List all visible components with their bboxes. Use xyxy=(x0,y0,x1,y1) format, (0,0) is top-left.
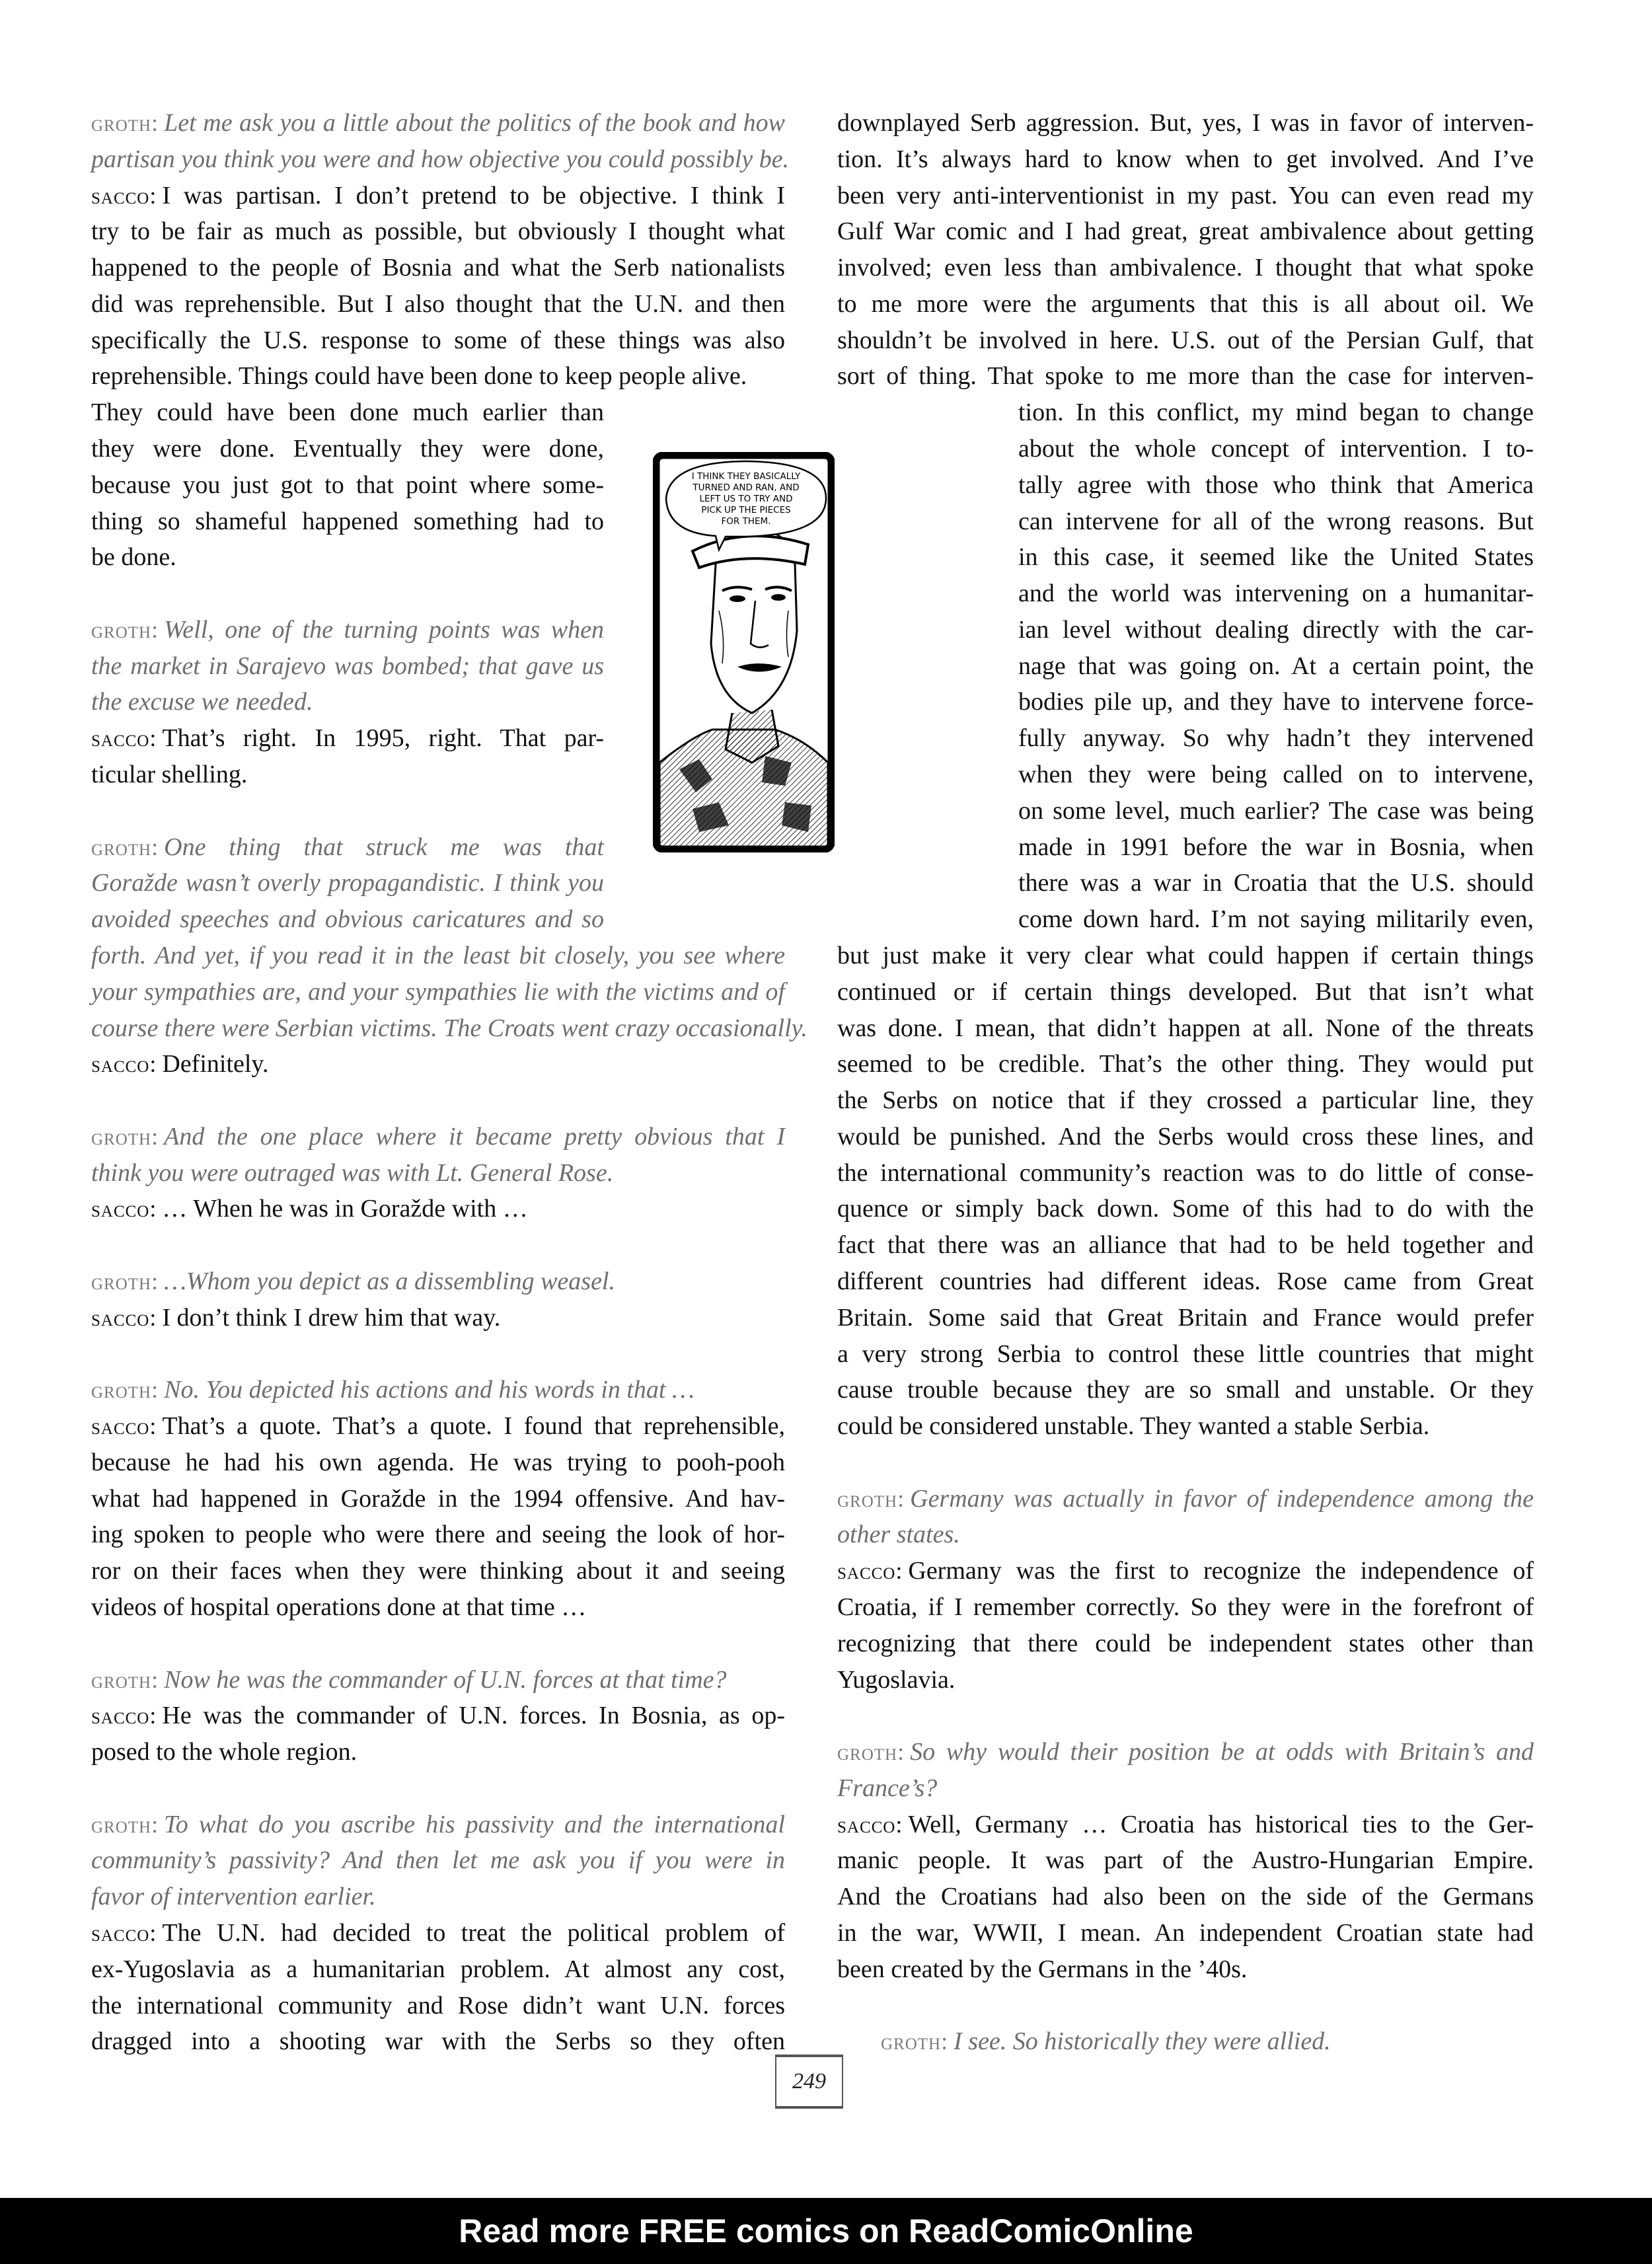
line-text: community’s passivity? And then let me ask you if you were in xyxy=(91,1846,785,1875)
sacco-text-line xyxy=(91,504,604,540)
line-text: happened to the people of Bosnia and what the Serb nationalists xyxy=(91,254,785,282)
sacco-text-line xyxy=(837,1879,1534,1915)
speaker-label: sacco: xyxy=(837,1558,903,1585)
sacco-text-line xyxy=(91,1408,785,1445)
speaker-label: groth: xyxy=(91,616,159,643)
line-text: Germany was the first to recognize the independence of xyxy=(908,1557,1534,1585)
line-text: did was reprehensible. But I also thought that the U.N. and then xyxy=(91,289,785,318)
line-text: been created by the Germans in the ’40s. xyxy=(837,1955,1248,1983)
groth-text-line xyxy=(91,901,604,938)
line-text: reprehensible. Things could have been done to keep people alive. xyxy=(91,362,747,391)
speaker-label: sacco: xyxy=(91,1413,157,1440)
sacco-text-line xyxy=(1018,865,1534,901)
line-text: The U.N. had decided to treat the political problem of xyxy=(162,1919,785,1947)
bubble-line: I THINK THEY BASICALLY xyxy=(691,471,801,482)
line-text: the Serbs on notice that if they crossed a particular line, they xyxy=(837,1086,1534,1115)
sacco-text-line xyxy=(837,1842,1534,1879)
line-text: when they were being called on to intervene, xyxy=(1018,761,1534,789)
sacco-text-line xyxy=(91,286,785,322)
sacco-text-line xyxy=(837,1264,1534,1300)
sacco-text-line xyxy=(837,1227,1534,1264)
sacco-text-line xyxy=(91,395,604,431)
line-text: I don’t think I drew him that way. xyxy=(162,1303,501,1332)
speaker-label: sacco: xyxy=(91,1051,157,1078)
line-text: Britain. Some said that Great Britain and France would prefer xyxy=(837,1303,1534,1332)
sacco-text-line xyxy=(837,1915,1534,1951)
groth-text-line xyxy=(91,1662,785,1698)
speaker-label: sacco: xyxy=(91,725,157,752)
line-text: bodies pile up, and they have to intervene force- xyxy=(1018,688,1534,716)
speaker-label: groth: xyxy=(91,1811,159,1838)
line-text: favor of intervention earlier. xyxy=(91,1883,376,1911)
sacco-text-line xyxy=(91,1445,785,1481)
line-text: forth. And yet, if you read it in the least bit closely, you see where xyxy=(91,941,785,969)
line-text: tally agree with those who think that America xyxy=(1018,471,1534,499)
groth-text-line xyxy=(91,648,604,685)
line-text: on some level, much earlier? The case was being xyxy=(1018,796,1534,825)
sacco-text-line xyxy=(91,1191,785,1227)
sacco-text-line xyxy=(837,1119,1534,1155)
speaker-label: groth: xyxy=(91,833,159,860)
speaker-label: sacco: xyxy=(91,1195,157,1223)
line-text: in the war, WWII, I mean. An independent Croatian state had xyxy=(837,1919,1534,1947)
sacco-text-line xyxy=(837,1589,1534,1626)
groth-text-line xyxy=(91,684,604,720)
line-text: downplayed Serb aggression. But, yes, I was in favor of interven- xyxy=(837,109,1534,137)
line-text: Yugoslavia. xyxy=(837,1665,956,1694)
sacco-text-line xyxy=(837,1336,1534,1373)
sacco-text-line xyxy=(837,1372,1534,1408)
speaker-label: groth: xyxy=(91,110,159,136)
line-text: partisan you think you were and how objective you could possibly be. xyxy=(91,145,790,173)
line-text: your sympathies are, and your sympathies lie with the victims and of xyxy=(91,977,785,1006)
groth-text-line xyxy=(881,2023,1534,2060)
line-text: Croatia, if I remember correctly. So they were in the forefront of xyxy=(837,1593,1534,1621)
line-text: cause trouble because they are so small and unstable. Or they xyxy=(837,1376,1534,1404)
sacco-text-line xyxy=(91,1734,785,1770)
line-text: about the whole concept of intervention. I to- xyxy=(1018,435,1534,463)
line-text: specifically the U.S. response to some of these things was also xyxy=(91,326,785,354)
line-text: recognizing that there could be independent states other than xyxy=(837,1629,1534,1657)
sacco-text-line xyxy=(1018,431,1534,467)
line-text: ian level without dealing directly with the car- xyxy=(1018,615,1534,644)
sacco-text-line xyxy=(1018,757,1534,793)
promo-banner-text: Read more FREE comics on ReadComicOnline xyxy=(459,2212,1193,2249)
line-text: …Whom you depict as a dissembling weasel. xyxy=(164,1267,615,1295)
groth-text-line xyxy=(837,1517,1534,1553)
line-text: nage that was going on. At a certain point, the xyxy=(1018,652,1534,680)
line-text: be done. xyxy=(91,543,176,572)
groth-text-line xyxy=(91,141,790,178)
line-text: That’s right. In 1995, right. That par- xyxy=(162,724,604,753)
sacco-text-line xyxy=(837,178,1534,214)
line-text: fully anyway. So why hadn’t they intervened xyxy=(1018,724,1534,753)
groth-text-line xyxy=(91,1010,807,1047)
sacco-text-line xyxy=(837,1951,1534,1988)
line-text: … When he was in Goražde with … xyxy=(162,1195,528,1223)
groth-text-line xyxy=(91,1264,785,1300)
sacco-text-line xyxy=(837,105,1534,141)
line-text: And the Croatians had also been on the side of the Germans xyxy=(837,1883,1534,1911)
sacco-text-line xyxy=(837,141,1534,178)
sacco-text-line xyxy=(91,1517,785,1553)
line-text: continued or if certain things developed. But that isn’t what xyxy=(837,977,1534,1006)
line-text: seemed to be credible. That’s the other thing. They would put xyxy=(837,1050,1534,1078)
line-text: quence or simply back down. Some of this had to do with the xyxy=(837,1195,1534,1223)
sacco-text-line xyxy=(91,1481,785,1517)
line-text: dragged into a shooting war with the Serbs so they often xyxy=(91,2027,785,2056)
line-text: course there were Serbian victims. The Croats went crazy occasionally. xyxy=(91,1014,807,1042)
sacco-text-line xyxy=(91,539,604,576)
sacco-text-line xyxy=(837,1553,1534,1589)
line-text: to me more were the arguments that this is all about oil. We xyxy=(837,289,1534,318)
line-text: So why would their position be at odds with Britain’s and xyxy=(910,1738,1534,1766)
line-text: different countries had different ideas. Rose came from Great xyxy=(837,1267,1534,1295)
line-text: the international community’s reaction was to do little of conse- xyxy=(837,1158,1534,1187)
sacco-text-line xyxy=(1018,576,1534,612)
line-text: but just make it very clear what could happen if certain things xyxy=(837,941,1534,969)
line-text: ticular shelling. xyxy=(91,761,248,789)
sacco-text-line xyxy=(91,1553,785,1589)
sacco-text-line xyxy=(1018,504,1534,540)
sacco-text-line xyxy=(1018,829,1534,866)
groth-text-line xyxy=(91,1119,785,1155)
groth-text-line xyxy=(91,1155,785,1191)
line-text: tion. It’s always hard to know when to get involved. And I’ve xyxy=(837,145,1534,173)
sacco-text-line xyxy=(91,250,785,286)
line-text: Gulf War comic and I had great, great ambivalence about getting xyxy=(837,217,1534,246)
sacco-text-line xyxy=(91,1698,785,1734)
groth-text-line xyxy=(91,1372,785,1408)
line-text: because he had his own agenda. He was trying to pooh-pooh xyxy=(91,1448,785,1476)
groth-text-line xyxy=(91,1842,785,1879)
line-text: Goražde wasn’t overly propagandistic. I think you xyxy=(91,869,604,897)
sacco-text-line xyxy=(837,1662,1534,1698)
line-text: No. You depicted his actions and his words in that … xyxy=(164,1376,695,1404)
sacco-text-line xyxy=(1018,793,1534,829)
speaker-label: sacco: xyxy=(91,182,157,209)
sacco-text-line xyxy=(1018,467,1534,504)
speaker-label: groth: xyxy=(881,2028,949,2055)
sacco-text-line xyxy=(837,1010,1534,1047)
line-text: tion. In this conflict, my mind began to change xyxy=(1018,398,1534,427)
groth-text-line xyxy=(91,865,604,901)
line-text: Definitely. xyxy=(162,1050,269,1078)
sacco-text-line xyxy=(1018,395,1534,431)
line-text: what had happened in Goražde in the 1994 offensive. And hav- xyxy=(91,1484,785,1513)
line-text: manic people. It was part of the Austro-Hungarian Empire. xyxy=(837,1846,1534,1875)
line-text: fact that there was an alliance that had to be held together and xyxy=(837,1231,1534,1260)
speaker-label: sacco: xyxy=(91,1304,157,1331)
sacco-text-line xyxy=(91,213,785,250)
line-text: ex-Yugoslavia as a humanitarian problem. At almost any cost, xyxy=(91,1955,785,1983)
speaker-label: sacco: xyxy=(91,1920,157,1946)
speaker-label: sacco: xyxy=(837,1811,903,1838)
line-text: ror on their faces when they were thinking about it and seeing xyxy=(91,1557,785,1585)
sacco-text-line xyxy=(1018,684,1534,720)
line-text: Now he was the commander of U.N. forces at that time? xyxy=(164,1665,727,1694)
sacco-text-line xyxy=(91,431,604,467)
sacco-text-line xyxy=(1018,901,1534,938)
line-text: sort of thing. That spoke to me more than the case for interven- xyxy=(837,362,1534,391)
page-number: 249 xyxy=(775,2055,843,2109)
speaker-label: groth: xyxy=(837,1739,905,1766)
sacco-text-line xyxy=(91,322,785,359)
line-text: a very strong Serbia to control these little countries that might xyxy=(837,1340,1534,1368)
sacco-text-line xyxy=(837,1807,1534,1843)
line-text: and the world was intervening on a humanitar- xyxy=(1018,580,1534,608)
sacco-text-line xyxy=(91,358,747,395)
line-text: I was partisan. I don’t pretend to be objective. I think I xyxy=(162,181,785,209)
line-text: They could have been done much earlier than xyxy=(91,398,604,427)
line-text: other states. xyxy=(837,1521,960,1549)
line-text: the excuse we needed. xyxy=(91,688,313,716)
sacco-text-line xyxy=(91,467,604,504)
sacco-text-line xyxy=(837,213,1534,250)
line-text: One thing that struck me was that xyxy=(164,833,604,861)
groth-text-line xyxy=(837,1734,1534,1770)
bubble-line: TURNED AND RAN, AND xyxy=(693,482,800,493)
comic-panel-illustration xyxy=(653,452,835,852)
sacco-text-line xyxy=(837,1082,1534,1119)
sacco-text-line xyxy=(837,1300,1534,1336)
speaker-label: groth: xyxy=(837,1485,905,1512)
groth-text-line xyxy=(837,1481,1534,1517)
sacco-text-line xyxy=(91,1300,785,1336)
line-text: made in 1991 before the war in Bosnia, when xyxy=(1018,833,1534,861)
sacco-text-line xyxy=(1018,539,1534,576)
line-text: come down hard. I’m not saying militarily even, xyxy=(1018,905,1534,934)
bubble-line: LEFT US TO TRY AND xyxy=(699,494,793,504)
line-text: because you just got to that point where some- xyxy=(91,471,604,499)
speaker-label: groth: xyxy=(91,1267,159,1295)
sacco-text-line xyxy=(91,1915,785,1951)
sacco-text-line xyxy=(837,974,1534,1010)
groth-text-line xyxy=(91,612,604,648)
line-text: the market in Sarajevo was bombed; that gave us xyxy=(91,652,604,680)
sacco-text-line xyxy=(837,358,1534,395)
line-text: could be considered unstable. They wanted a stable Serbia. xyxy=(837,1412,1430,1441)
speaker-label: groth: xyxy=(91,1123,159,1150)
promo-banner[interactable] xyxy=(0,2198,1652,2264)
line-text: try to be fair as much as possible, but obviously I thought what xyxy=(91,217,785,246)
sacco-text-line xyxy=(91,720,604,757)
sacco-text-line xyxy=(837,1046,1534,1082)
line-text: would be punished. And the Serbs would cross these lines, and xyxy=(837,1122,1534,1151)
bubble-line: PICK UP THE PIECES xyxy=(701,505,791,515)
sacco-text-line xyxy=(1018,648,1534,685)
line-text: To what do you ascribe his passivity and the international xyxy=(164,1810,785,1838)
line-text: France’s? xyxy=(837,1774,938,1802)
sacco-text-line xyxy=(837,286,1534,322)
line-text: involved; even less than ambivalence. I thought that what spoke xyxy=(837,254,1534,282)
sacco-text-line xyxy=(1018,612,1534,648)
sacco-text-line xyxy=(837,322,1534,359)
sacco-text-line xyxy=(91,757,604,793)
line-text: And the one place where it became pretty obvious that I xyxy=(164,1122,785,1151)
sacco-text-line xyxy=(837,938,1534,974)
line-text: That’s a quote. That’s a quote. I found that reprehensible, xyxy=(162,1412,785,1441)
groth-text-line xyxy=(91,829,604,866)
sacco-text-line xyxy=(91,2023,785,2060)
line-text: they were done. Eventually they were done, xyxy=(91,435,604,463)
sacco-text-line xyxy=(837,1626,1534,1662)
sacco-text-line xyxy=(837,250,1534,286)
line-text: can intervene for all of the wrong reasons. But xyxy=(1018,507,1534,535)
line-text: Let me ask you a little about the politics of the book and how xyxy=(164,109,785,137)
line-text: videos of hospital operations done at that time … xyxy=(91,1593,587,1621)
line-text: Well, one of the turning points was when xyxy=(164,615,604,644)
line-text: the international community and Rose didn’t want U.N. forces xyxy=(91,1991,785,2019)
sacco-text-line xyxy=(837,1155,1534,1191)
groth-text-line xyxy=(91,974,785,1010)
sacco-text-line xyxy=(91,1951,785,1988)
bubble-line: FOR THEM. xyxy=(721,516,771,527)
groth-text-line xyxy=(91,938,785,974)
sacco-text-line xyxy=(837,1408,1534,1445)
groth-text-line xyxy=(91,105,785,141)
line-text: think you were outraged was with Lt. General Rose. xyxy=(91,1158,614,1187)
groth-text-line xyxy=(837,1770,1534,1807)
sacco-text-line xyxy=(837,1191,1534,1227)
line-text: Germany was actually in favor of independence among the xyxy=(910,1484,1534,1513)
line-text: thing so shameful happened something had to xyxy=(91,507,604,535)
speaker-label: groth: xyxy=(91,1377,159,1404)
line-text: He was the commander of U.N. forces. In Bosnia, as op- xyxy=(162,1702,785,1730)
line-text: avoided speeches and obvious caricatures and so xyxy=(91,905,604,934)
line-text: in this case, it seemed like the United States xyxy=(1018,543,1534,572)
line-text: shouldn’t be involved in here. U.S. out of the Persian Gulf, that xyxy=(837,326,1534,354)
line-text: been very anti-interventionist in my past. You can even read my xyxy=(837,181,1534,209)
sacco-text-line xyxy=(91,1046,785,1082)
line-text: was done. I mean, that didn’t happen at all. None of the threats xyxy=(837,1014,1534,1042)
sacco-text-line xyxy=(1018,720,1534,757)
groth-text-line xyxy=(91,1807,785,1843)
groth-text-line xyxy=(91,1879,785,1915)
line-text: there was a war in Croatia that the U.S. should xyxy=(1018,869,1534,897)
line-text: Well, Germany … Croatia has historical ties to the Ger- xyxy=(908,1810,1534,1838)
speaker-label: sacco: xyxy=(91,1702,157,1729)
line-text: I see. So historically they were allied. xyxy=(954,2027,1331,2056)
sacco-text-line xyxy=(91,1589,785,1626)
speaker-label: groth: xyxy=(91,1666,159,1693)
line-text: posed to the whole region. xyxy=(91,1738,357,1766)
sacco-text-line xyxy=(91,1988,785,2024)
line-text: ing spoken to people who were there and seeing the look of hor- xyxy=(91,1521,785,1549)
sacco-text-line xyxy=(91,178,785,214)
